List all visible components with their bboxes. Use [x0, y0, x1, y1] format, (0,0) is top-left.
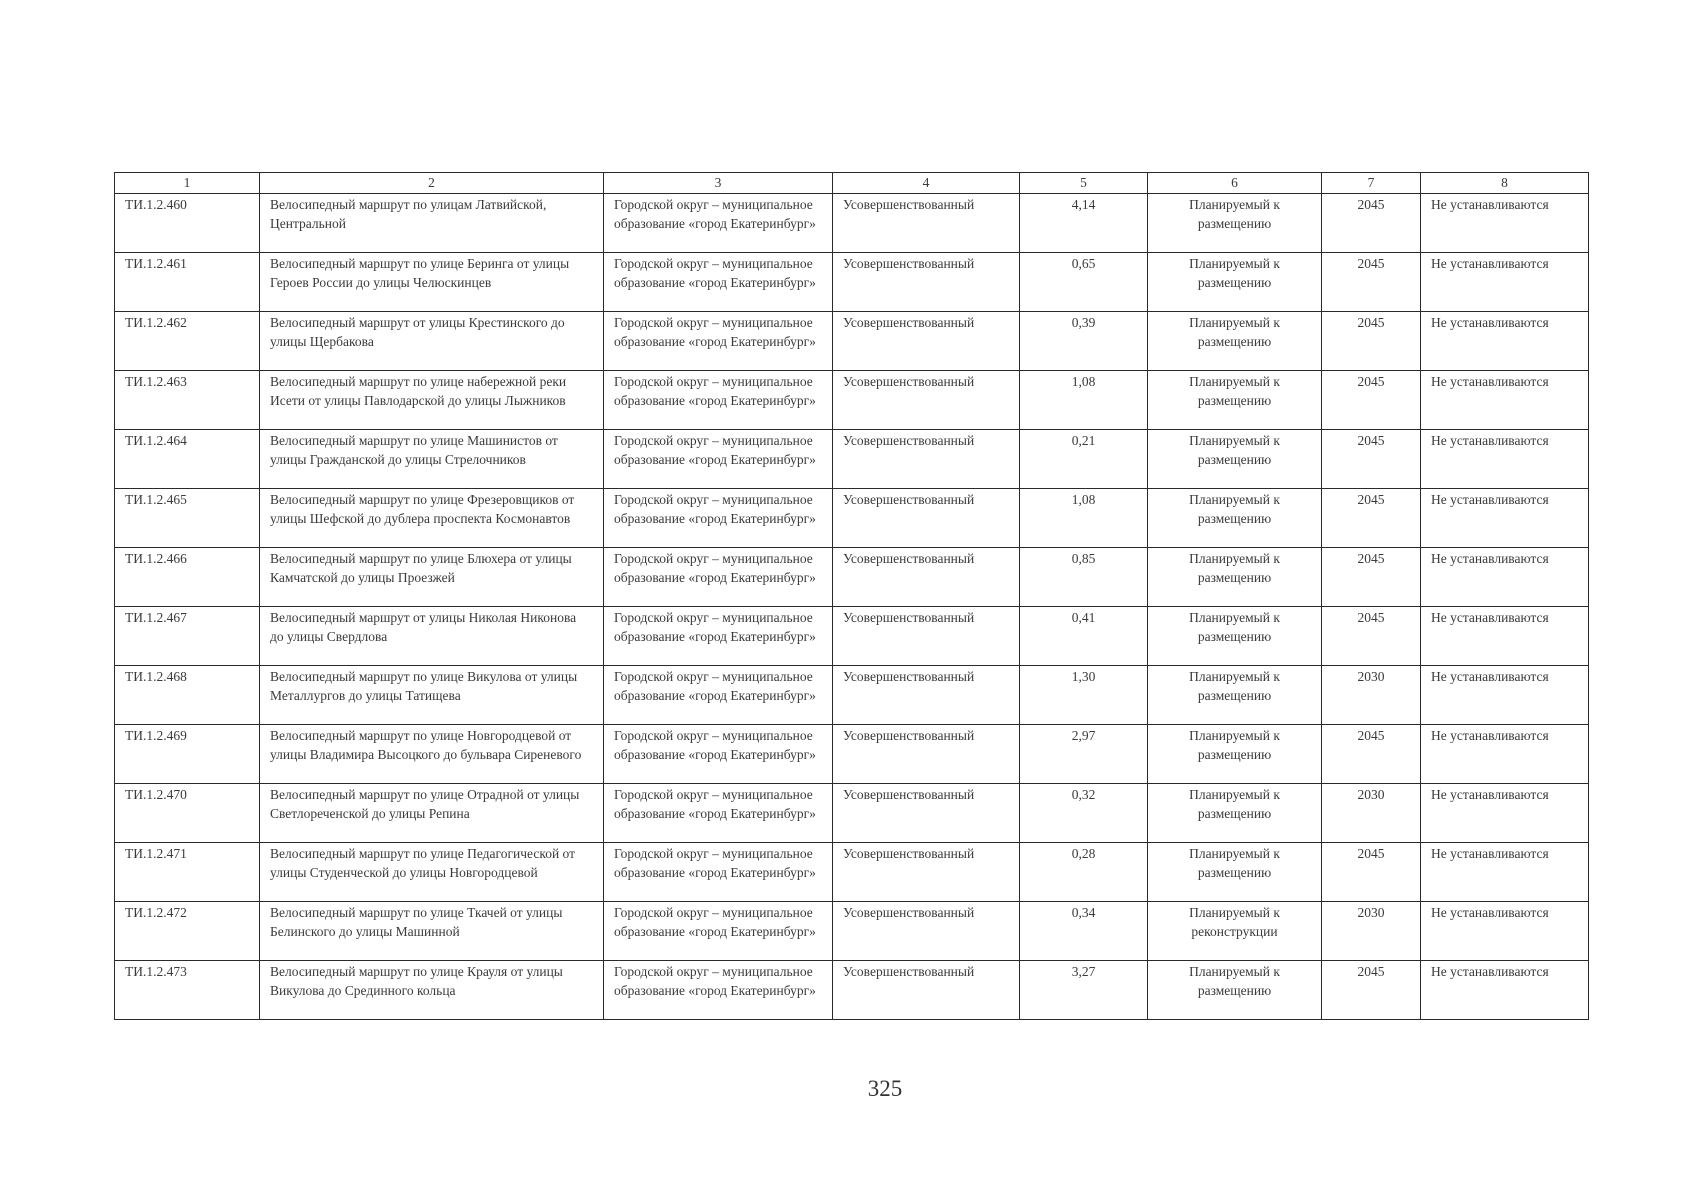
status-cell: Планируемый к реконструкции	[1148, 902, 1322, 961]
object-name-cell: Велосипедный маршрут по улицам Латвийской, Центральной	[260, 194, 604, 253]
object-name-cell: Велосипедный маршрут по улице Фрезеровщиков от улицы Шефской до дублера проспекта Космонавтов	[260, 489, 604, 548]
year-cell: 2045	[1322, 312, 1421, 371]
location-cell: Городской округ – муниципальное образование «город Екатеринбург»	[604, 902, 833, 961]
length-cell: 0,28	[1020, 843, 1148, 902]
object-name-cell: Велосипедный маршрут по улице Викулова от улицы Металлургов до улицы Татищева	[260, 666, 604, 725]
type-cell: Усовершенствованный	[833, 489, 1020, 548]
table-row	[115, 489, 1589, 548]
location-cell: Городской округ – муниципальное образование «город Екатеринбург»	[604, 784, 833, 843]
status-cell: Планируемый к размещению	[1148, 430, 1322, 489]
year-cell: 2030	[1322, 784, 1421, 843]
year-cell: 2045	[1322, 253, 1421, 312]
year-cell: 2045	[1322, 725, 1421, 784]
length-cell: 1,08	[1020, 489, 1148, 548]
location-cell: Городской округ – муниципальное образование «город Екатеринбург»	[604, 253, 833, 312]
object-code-cell: ТИ.1.2.467	[115, 607, 260, 666]
table-row	[115, 725, 1589, 784]
object-name-cell: Велосипедный маршрут по улице Новгородцевой от улицы Владимира Высоцкого до бульвара Сиреневого	[260, 725, 604, 784]
column-header: 3	[604, 173, 833, 194]
status-cell: Планируемый к размещению	[1148, 666, 1322, 725]
year-cell: 2045	[1322, 430, 1421, 489]
object-code-cell: ТИ.1.2.469	[115, 725, 260, 784]
zones-cell: Не устанавливаются	[1421, 843, 1589, 902]
location-cell: Городской округ – муниципальное образование «город Екатеринбург»	[604, 666, 833, 725]
table-row	[115, 371, 1589, 430]
status-cell: Планируемый к размещению	[1148, 489, 1322, 548]
length-cell: 0,34	[1020, 902, 1148, 961]
status-cell: Планируемый к размещению	[1148, 784, 1322, 843]
object-code-cell: ТИ.1.2.462	[115, 312, 260, 371]
zones-cell: Не устанавливаются	[1421, 430, 1589, 489]
table-row	[115, 843, 1589, 902]
column-header: 6	[1148, 173, 1322, 194]
type-cell: Усовершенствованный	[833, 666, 1020, 725]
object-code-cell: ТИ.1.2.472	[115, 902, 260, 961]
type-cell: Усовершенствованный	[833, 548, 1020, 607]
length-cell: 1,30	[1020, 666, 1148, 725]
object-code-cell: ТИ.1.2.465	[115, 489, 260, 548]
object-code-cell: ТИ.1.2.464	[115, 430, 260, 489]
object-code-cell: ТИ.1.2.461	[115, 253, 260, 312]
objects-table	[114, 172, 1589, 1020]
object-code-cell: ТИ.1.2.468	[115, 666, 260, 725]
object-name-cell: Велосипедный маршрут от улицы Крестинского до улицы Щербакова	[260, 312, 604, 371]
location-cell: Городской округ – муниципальное образование «город Екатеринбург»	[604, 371, 833, 430]
type-cell: Усовершенствованный	[833, 253, 1020, 312]
object-name-cell: Велосипедный маршрут по улице набережной реки Исети от улицы Павлодарской до улицы Лыжников	[260, 371, 604, 430]
status-cell: Планируемый к размещению	[1148, 548, 1322, 607]
status-cell: Планируемый к размещению	[1148, 961, 1322, 1020]
type-cell: Усовершенствованный	[833, 784, 1020, 843]
object-code-cell: ТИ.1.2.473	[115, 961, 260, 1020]
table-row	[115, 430, 1589, 489]
length-cell: 0,85	[1020, 548, 1148, 607]
year-cell: 2030	[1322, 902, 1421, 961]
location-cell: Городской округ – муниципальное образование «город Екатеринбург»	[604, 194, 833, 253]
object-name-cell: Велосипедный маршрут по улице Педагогической от улицы Студенческой до улицы Новгородцевой	[260, 843, 604, 902]
object-name-cell: Велосипедный маршрут по улице Машинистов от улицы Гражданской до улицы Стрелочников	[260, 430, 604, 489]
table-row	[115, 548, 1589, 607]
zones-cell: Не устанавливаются	[1421, 902, 1589, 961]
table-row	[115, 253, 1589, 312]
length-cell: 0,39	[1020, 312, 1148, 371]
status-cell: Планируемый к размещению	[1148, 312, 1322, 371]
zones-cell: Не устанавливаются	[1421, 194, 1589, 253]
zones-cell: Не устанавливаются	[1421, 371, 1589, 430]
column-header: 7	[1322, 173, 1421, 194]
location-cell: Городской округ – муниципальное образование «город Екатеринбург»	[604, 607, 833, 666]
table-row	[115, 784, 1589, 843]
column-header: 8	[1421, 173, 1589, 194]
length-cell: 2,97	[1020, 725, 1148, 784]
year-cell: 2045	[1322, 548, 1421, 607]
table-row	[115, 902, 1589, 961]
location-cell: Городской округ – муниципальное образование «город Екатеринбург»	[604, 548, 833, 607]
page-number: 325	[867, 1076, 903, 1101]
year-cell: 2030	[1322, 666, 1421, 725]
object-name-cell: Велосипедный маршрут по улице Беринга от улицы Героев России до улицы Челюскинцев	[260, 253, 604, 312]
zones-cell: Не устанавливаются	[1421, 607, 1589, 666]
table-header-row	[115, 173, 1589, 194]
type-cell: Усовершенствованный	[833, 961, 1020, 1020]
year-cell: 2045	[1322, 961, 1421, 1020]
object-name-cell: Велосипедный маршрут по улице Отрадной от улицы Светлореченской до улицы Репина	[260, 784, 604, 843]
object-name-cell: Велосипедный маршрут по улице Блюхера от улицы Камчатской до улицы Проезжей	[260, 548, 604, 607]
table-row	[115, 666, 1589, 725]
status-cell: Планируемый к размещению	[1148, 253, 1322, 312]
zones-cell: Не устанавливаются	[1421, 725, 1589, 784]
length-cell: 0,32	[1020, 784, 1148, 843]
status-cell: Планируемый к размещению	[1148, 371, 1322, 430]
object-code-cell: ТИ.1.2.470	[115, 784, 260, 843]
type-cell: Усовершенствованный	[833, 371, 1020, 430]
year-cell: 2045	[1322, 843, 1421, 902]
object-name-cell: Велосипедный маршрут по улице Крауля от улицы Викулова до Срединного кольца	[260, 961, 604, 1020]
length-cell: 0,41	[1020, 607, 1148, 666]
length-cell: 4,14	[1020, 194, 1148, 253]
column-header: 4	[833, 173, 1020, 194]
type-cell: Усовершенствованный	[833, 194, 1020, 253]
location-cell: Городской округ – муниципальное образование «город Екатеринбург»	[604, 843, 833, 902]
year-cell: 2045	[1322, 194, 1421, 253]
location-cell: Городской округ – муниципальное образование «город Екатеринбург»	[604, 725, 833, 784]
zones-cell: Не устанавливаются	[1421, 548, 1589, 607]
status-cell: Планируемый к размещению	[1148, 194, 1322, 253]
type-cell: Усовершенствованный	[833, 843, 1020, 902]
location-cell: Городской округ – муниципальное образование «город Екатеринбург»	[604, 961, 833, 1020]
status-cell: Планируемый к размещению	[1148, 607, 1322, 666]
object-code-cell: ТИ.1.2.471	[115, 843, 260, 902]
object-name-cell: Велосипедный маршрут по улице Ткачей от улицы Белинского до улицы Машинной	[260, 902, 604, 961]
table-row	[115, 312, 1589, 371]
year-cell: 2045	[1322, 371, 1421, 430]
status-cell: Планируемый к размещению	[1148, 843, 1322, 902]
type-cell: Усовершенствованный	[833, 312, 1020, 371]
status-cell: Планируемый к размещению	[1148, 725, 1322, 784]
table-row	[115, 607, 1589, 666]
zones-cell: Не устанавливаются	[1421, 489, 1589, 548]
zones-cell: Не устанавливаются	[1421, 666, 1589, 725]
type-cell: Усовершенствованный	[833, 430, 1020, 489]
location-cell: Городской округ – муниципальное образование «город Екатеринбург»	[604, 430, 833, 489]
location-cell: Городской округ – муниципальное образование «город Екатеринбург»	[604, 489, 833, 548]
year-cell: 2045	[1322, 607, 1421, 666]
column-header: 5	[1020, 173, 1148, 194]
location-cell: Городской округ – муниципальное образование «город Екатеринбург»	[604, 312, 833, 371]
type-cell: Усовершенствованный	[833, 725, 1020, 784]
table-row	[115, 961, 1589, 1020]
zones-cell: Не устанавливаются	[1421, 961, 1589, 1020]
column-header: 2	[260, 173, 604, 194]
object-name-cell: Велосипедный маршрут от улицы Николая Никонова до улицы Свердлова	[260, 607, 604, 666]
type-cell: Усовершенствованный	[833, 607, 1020, 666]
table-row	[115, 194, 1589, 253]
column-header: 1	[115, 173, 260, 194]
length-cell: 3,27	[1020, 961, 1148, 1020]
type-cell: Усовершенствованный	[833, 902, 1020, 961]
zones-cell: Не устанавливаются	[1421, 312, 1589, 371]
length-cell: 0,65	[1020, 253, 1148, 312]
object-code-cell: ТИ.1.2.460	[115, 194, 260, 253]
object-code-cell: ТИ.1.2.463	[115, 371, 260, 430]
zones-cell: Не устанавливаются	[1421, 784, 1589, 843]
table-body	[115, 173, 1589, 1020]
year-cell: 2045	[1322, 489, 1421, 548]
length-cell: 1,08	[1020, 371, 1148, 430]
length-cell: 0,21	[1020, 430, 1148, 489]
zones-cell: Не устанавливаются	[1421, 253, 1589, 312]
object-code-cell: ТИ.1.2.466	[115, 548, 260, 607]
